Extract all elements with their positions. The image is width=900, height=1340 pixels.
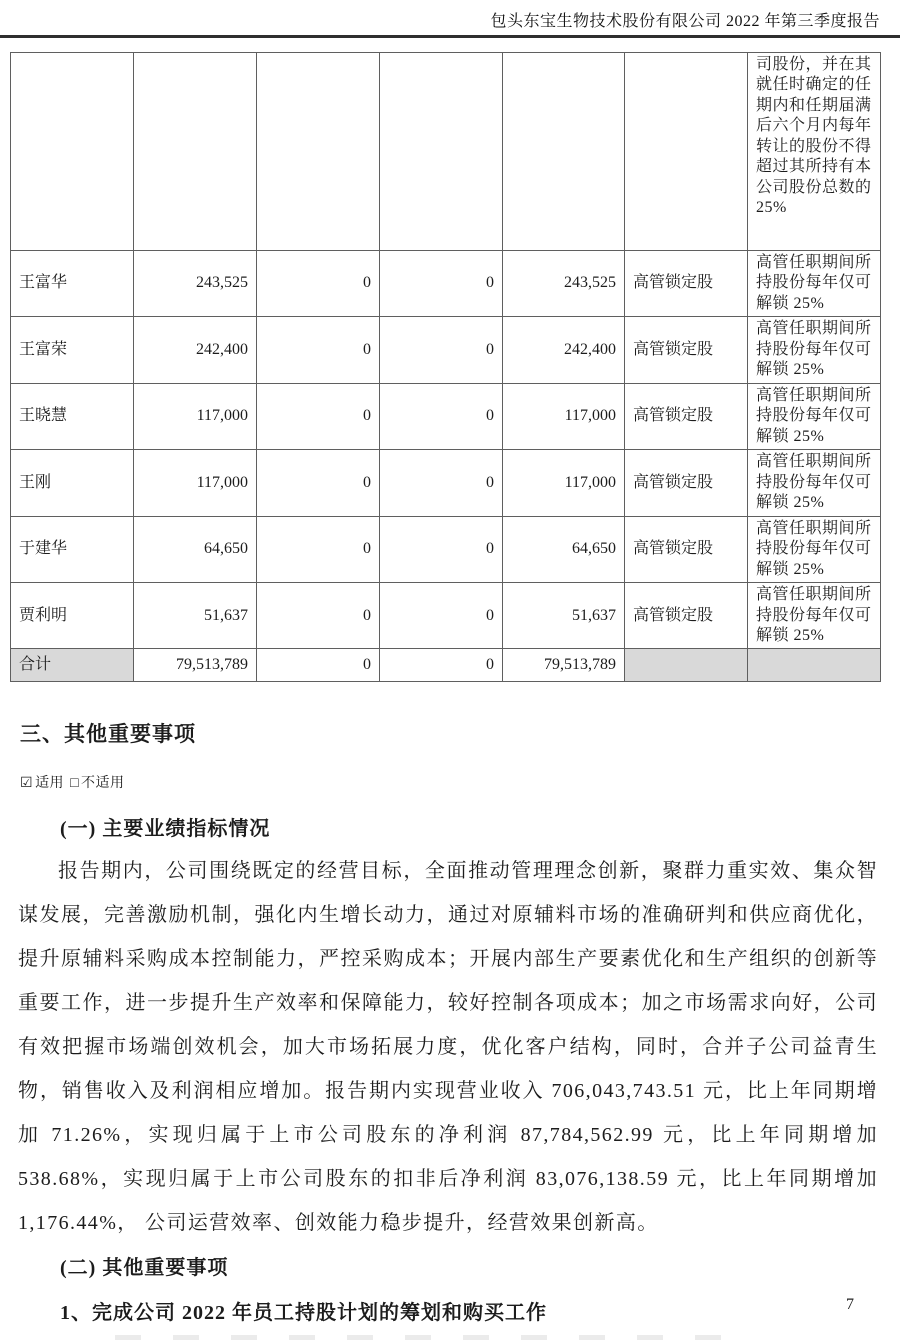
table-row: [11, 450, 881, 516]
table-cell: 0: [257, 317, 380, 383]
table-cell: [11, 53, 134, 251]
table-cell: 高管锁定股: [625, 317, 748, 383]
table-cell: 242,400: [134, 317, 257, 383]
table-cell: [625, 53, 748, 251]
table-cell: 0: [257, 383, 380, 449]
table-cell: 高管锁定股: [625, 583, 748, 649]
subsection-heading-performance-indicators: (一) 主要业绩指标情况: [60, 818, 271, 841]
table-cell: 高管任职期间所持股份每年仅可解锁 25%: [748, 450, 881, 516]
table-row: [11, 251, 881, 317]
not-applicable-label: 不适用: [81, 776, 125, 792]
table-cell: 117,000: [503, 450, 625, 516]
performance-paragraph: 报告期内，公司围绕既定的经营目标，全面推动管理理念创新，聚群力重实效、集众智谋发展，完善激励机制，强化内生增长动力，通过对原辅料市场的准确研判和供应商优化，提升原辅料采购成本控制能力，严控采购成本；开展内部生产要素优化和生产组织的创新等重要工作，进一步提升生产效率和保障能力，较好控制各项成本；加之市场需求向好，公司有效把握市场端创效机会，加大市场拓展力度，优化客户结构，同时，合并子公司益青生物，销售收入及利润相应增加。报告期内实现营业收入 706,043,743.51 元，比上年同期增加 71.26%，实现归属于上市公司股东的净利润 87,784,562.99 元，比上年同期增加 538.68%，实现归属于上市公司股东的扣非后净利润 83,076,138.59 元，比上年同期增加 1,176.44%， 公司运营效率、创效能力稳步提升，经营效果创新高。: [18, 860, 878, 1235]
shares-table-body: [11, 53, 881, 682]
not-applicable-checkbox-icon: □: [70, 776, 80, 792]
table-cell: 64,650: [134, 516, 257, 582]
table-cell: 0: [257, 251, 380, 317]
table-cell: 高管任职期间所持股份每年仅可解锁 25%: [748, 583, 881, 649]
table-cell: 高管任职期间所持股份每年仅可解锁 25%: [748, 383, 881, 449]
table-cell: 高管任职期间所持股份每年仅可解锁 25%: [748, 317, 881, 383]
page-number: 7: [846, 1296, 854, 1313]
table-cell: 王刚: [11, 450, 134, 516]
table-cell: 243,525: [134, 251, 257, 317]
table-cell: 高管任职期间所持股份每年仅可解锁 25%: [748, 516, 881, 582]
table-cell: 0: [380, 583, 503, 649]
table-row: [11, 583, 881, 649]
table-continuation-row: [11, 53, 881, 251]
page-content: [0, 718, 900, 1325]
applicable-label: 适用: [35, 776, 65, 792]
table-total-row: [11, 649, 881, 682]
table-cell: 高管锁定股: [625, 251, 748, 317]
subsection-heading-other-matters: (二) 其他重要事项: [60, 1257, 229, 1280]
header-rule: [0, 35, 900, 38]
table-cell: 0: [257, 450, 380, 516]
table-row: [11, 317, 881, 383]
table-cell: 高管任职期间所持股份每年仅可解锁 25%: [748, 251, 881, 317]
item-heading-employee-stock-plan: 1、完成公司 2022 年员工持股计划的筹划和购买工作: [60, 1302, 547, 1325]
table-cell: 王富荣: [11, 317, 134, 383]
table-cell: 242,400: [503, 317, 625, 383]
page-header-title: 包头东宝生物技术股份有限公司 2022 年第三季度报告: [490, 13, 880, 30]
locked-shares-table: [10, 52, 881, 682]
table-cell: [503, 53, 625, 251]
table-cell: 51,637: [503, 583, 625, 649]
table-cell: 0: [380, 516, 503, 582]
table-row: [11, 516, 881, 582]
applicability-row: [20, 772, 878, 792]
table-cell: 79,513,789: [134, 649, 257, 682]
table-cell: 0: [257, 583, 380, 649]
table-cell: 0: [380, 317, 503, 383]
table-cell: 0: [380, 649, 503, 682]
table-cell: 高管锁定股: [625, 383, 748, 449]
table-cell: 贾利明: [11, 583, 134, 649]
table-cell: 51,637: [134, 583, 257, 649]
table-cell: [380, 53, 503, 251]
table-cell: 王晓慧: [11, 383, 134, 449]
table-row: [11, 383, 881, 449]
table-cell: 64,650: [503, 516, 625, 582]
table-cell: 0: [257, 516, 380, 582]
table-cell: 0: [257, 649, 380, 682]
table-cell: 117,000: [134, 450, 257, 516]
table-cell: 高管锁定股: [625, 516, 748, 582]
table-cell: 于建华: [11, 516, 134, 582]
section-heading-other-important-matters: 三、其他重要事项: [20, 722, 196, 747]
table-cell: [748, 649, 881, 682]
table-cell: [134, 53, 257, 251]
applicable-checkbox-checked-icon: ☑: [20, 776, 34, 792]
table-cell: [257, 53, 380, 251]
table-cell: [625, 649, 748, 682]
table-cell: 117,000: [503, 383, 625, 449]
table-cell: 0: [380, 450, 503, 516]
table-cell: 高管锁定股: [625, 450, 748, 516]
table-cell: 0: [380, 383, 503, 449]
page-bottom-cutoff-text: [115, 1335, 740, 1340]
table-cell: 243,525: [503, 251, 625, 317]
table-cell: 117,000: [134, 383, 257, 449]
table-cell: 0: [380, 251, 503, 317]
table-cell: 王富华: [11, 251, 134, 317]
table-cell: 79,513,789: [503, 649, 625, 682]
table-continuation-note-cell: 司股份，并在其就任时确定的任期内和任期届满后六个月内每年转让的股份不得超过其所持有本公司股份总数的 25%: [748, 53, 881, 251]
table-cell: 合计: [11, 649, 134, 682]
